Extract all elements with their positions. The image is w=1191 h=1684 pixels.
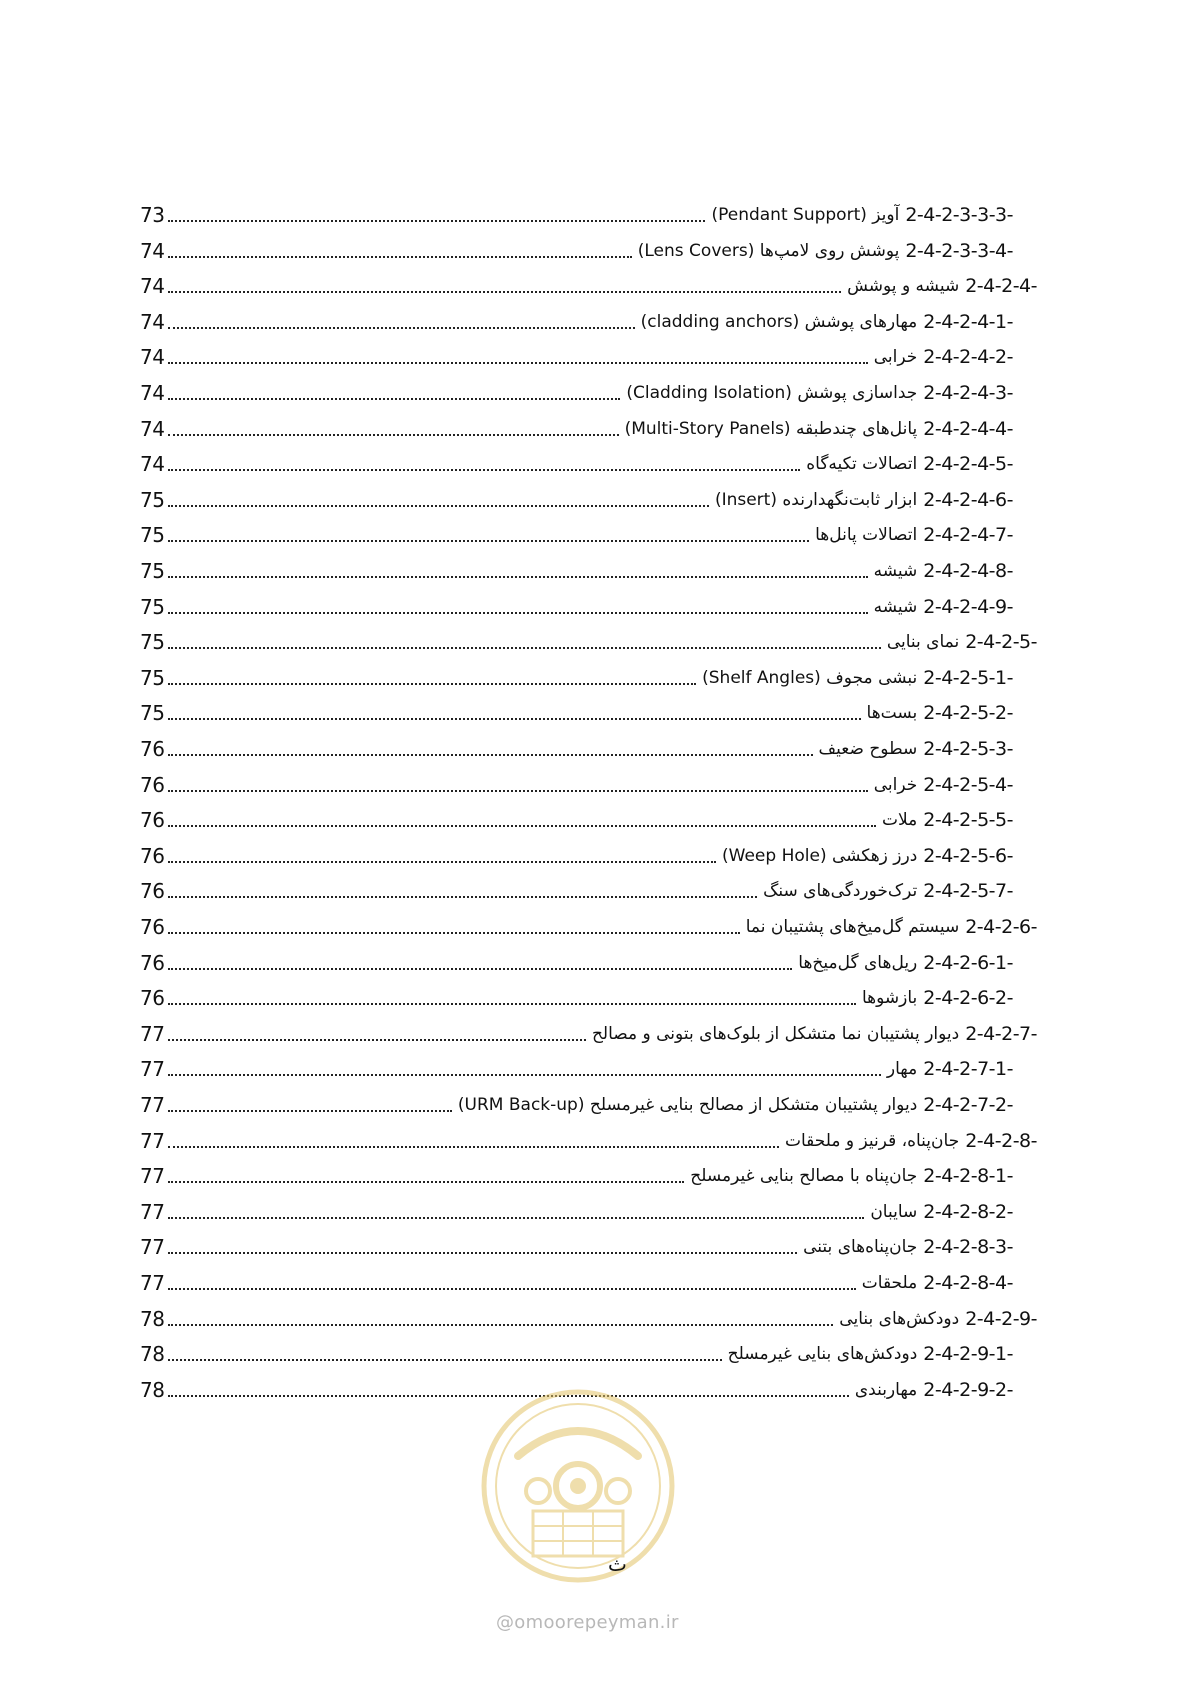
toc-row[interactable] (140, 376, 1013, 410)
toc-page-number: 77 (140, 1057, 165, 1082)
toc-section-number: 2-4-2-6- (965, 916, 1037, 938)
toc-page-number: 74 (140, 452, 165, 477)
toc-leader-dots (168, 825, 876, 827)
toc-title: پوشش روی لامپ‌ها (Lens Covers) (637, 240, 900, 261)
toc-title: جان‌پناه‌های بتنی (803, 1237, 918, 1258)
toc-entry (458, 1088, 1013, 1122)
toc-title: سیستم گل‌میخ‌های پشتیبان نما (745, 917, 960, 937)
toc-leader-dots (168, 256, 631, 258)
toc-entry (874, 590, 1013, 624)
toc-entry (867, 696, 1013, 730)
toc-title: مهارهای پوشش (cladding anchors) (640, 311, 918, 332)
toc-row[interactable] (140, 696, 1013, 730)
toc-section-number: 2-4-2-9- (965, 1307, 1037, 1330)
toc-section-number: 2-4-2-6-2- (923, 987, 1013, 1010)
toc-title: بست‌ها (866, 703, 918, 724)
toc-row[interactable] (140, 554, 1013, 588)
toc-title: جان‌پناه با مصالح بنایی غیرمسلح (690, 1166, 918, 1187)
toc-title: خرابی (873, 774, 918, 795)
toc-leader-dots (168, 291, 841, 293)
toc-leader-dots (168, 434, 618, 436)
toc-title: ابزار ثابت‌نگهدارنده (Insert) (714, 489, 918, 510)
toc-row[interactable] (140, 1159, 1013, 1193)
toc-entry (702, 661, 1013, 695)
toc-section-number: 2-4-2-8-4- (923, 1272, 1013, 1294)
toc-leader-dots (168, 790, 867, 792)
toc-section-number: 2-4-2-4-1- (923, 310, 1013, 333)
toc-row[interactable] (140, 803, 1013, 837)
toc-section-number: 2-4-2-3-3-3- (905, 204, 1013, 226)
toc-title: اتصالات پانل‌ها (815, 525, 918, 546)
toc-row[interactable] (140, 910, 1037, 944)
toc-row[interactable] (140, 661, 1013, 695)
toc-page-number: 75 (140, 487, 165, 512)
toc-page-number: 77 (140, 1271, 165, 1295)
toc-leader-dots (168, 612, 867, 614)
toc-section-number: 2-4-2-5-1- (923, 666, 1013, 689)
toc-leader-dots (168, 718, 860, 720)
toc-row[interactable] (140, 768, 1013, 802)
toc-page-number: 75 (140, 559, 165, 583)
toc-section-number: 2-4-2-5- (965, 631, 1037, 654)
toc-leader-dots (168, 469, 800, 471)
toc-entry (862, 1266, 1013, 1300)
toc-section-number: 2-4-2-8- (965, 1129, 1037, 1152)
toc-entry (715, 483, 1013, 517)
toc-entry (870, 1195, 1013, 1229)
toc-leader-dots (168, 932, 739, 934)
toc-page-number: 74 (140, 274, 165, 299)
toc-section-number: 2-4-2-5-6- (923, 844, 1013, 867)
toc-title: مهاربندی (854, 1379, 918, 1400)
toc-page-number: 76 (140, 950, 165, 975)
toc-title: دودکش‌های بنایی غیرمسلح (727, 1344, 918, 1365)
toc-title: شیشه (873, 596, 918, 617)
toc-entry (803, 1230, 1013, 1264)
toc-leader-dots (168, 896, 757, 898)
toc-row[interactable] (140, 447, 1013, 481)
toc-leader-dots (168, 754, 812, 756)
toc-leader-dots (168, 683, 696, 685)
toc-leader-dots (168, 1074, 880, 1076)
toc-leader-dots (168, 1039, 585, 1041)
toc-title: سطوح ضعیف (818, 739, 918, 759)
toc-page-number: 74 (140, 309, 165, 334)
toc-leader-dots (168, 861, 716, 863)
toc-entry (874, 340, 1013, 374)
toc-row[interactable] (140, 1195, 1013, 1229)
toc-title: شیشه (873, 561, 918, 581)
toc-leader-dots (168, 576, 867, 578)
toc-row[interactable] (140, 874, 1013, 908)
toc-leader-dots (168, 505, 708, 507)
toc-leader-dots (168, 398, 620, 400)
toc-entry (882, 803, 1013, 837)
toc-entry (722, 839, 1013, 873)
toc-entry (847, 269, 1037, 303)
toc-section-number: 2-4-2-4-5- (923, 453, 1013, 476)
toc-row[interactable] (140, 483, 1013, 517)
toc-entry (746, 910, 1037, 944)
toc-page-number: 78 (140, 1377, 165, 1402)
toc-section-number: 2-4-2-4-9- (923, 595, 1013, 618)
toc-section-number: 2-4-2-4-7- (923, 524, 1013, 547)
toc-page-number: 74 (140, 381, 165, 405)
toc-entry (592, 1017, 1037, 1051)
toc-entry (819, 732, 1013, 766)
toc-section-number: 2-4-2-9-1- (923, 1343, 1013, 1366)
toc-page-number: 77 (140, 1164, 165, 1189)
toc-section-number: 2-4-2-9-2- (923, 1378, 1013, 1401)
toc-entry (887, 625, 1037, 659)
toc-row[interactable] (140, 981, 1013, 1015)
toc-page-number: 74 (140, 238, 165, 263)
toc-entry (626, 376, 1013, 410)
toc-row[interactable] (140, 1088, 1013, 1122)
toc-leader-dots (168, 647, 880, 649)
toc-title: نمای بنایی (886, 632, 960, 653)
toc-row[interactable] (140, 1266, 1013, 1300)
toc-title: پانل‌های چندطبقه (Multi-Story Panels) (624, 418, 918, 439)
toc-title: جان‌پناه، قرنیز و ملحقات (784, 1130, 960, 1151)
toc-leader-dots (168, 968, 792, 970)
toc-leader-dots (168, 327, 634, 329)
toc-section-number: 2-4-2-5-7- (923, 880, 1013, 903)
page-letter: ث (608, 1552, 627, 1576)
toc-page-number: 76 (140, 986, 165, 1011)
toc-section-number: 2-4-2-5-5- (923, 809, 1013, 832)
toc-page-number: 77 (140, 1128, 165, 1153)
toc-leader-dots (168, 1359, 721, 1361)
toc-entry (815, 518, 1013, 552)
toc-leader-dots (168, 1324, 833, 1326)
toc-title: خرابی (873, 347, 918, 368)
toc-page-number: 75 (140, 594, 165, 619)
toc-title: ریل‌های گل‌میخ‌ها (798, 952, 918, 973)
toc-entry (862, 981, 1013, 1015)
toc-leader-dots (168, 1146, 778, 1148)
toc-title: ترک‌خوردگی‌های سنگ (763, 881, 918, 902)
toc-row[interactable] (140, 1230, 1013, 1264)
toc-row[interactable] (140, 269, 1037, 303)
toc-row[interactable] (140, 590, 1013, 624)
toc-row[interactable] (140, 198, 1013, 232)
toc-row[interactable] (140, 518, 1013, 552)
toc-entry (711, 198, 1013, 232)
toc-page-number: 75 (140, 701, 165, 726)
toc-entry (839, 1302, 1037, 1336)
toc-leader-dots (168, 1003, 856, 1005)
toc-page-number: 76 (140, 808, 165, 833)
toc-section-number: 2-4-2-5-4- (923, 773, 1013, 796)
toc-title: اتصالات تکیه‌گاه (806, 454, 918, 475)
toc-row[interactable] (140, 340, 1013, 374)
toc-page-number: 78 (140, 1306, 165, 1331)
toc-leader-dots (168, 540, 809, 542)
toc-title: نبشی مجوف (Shelf Angles) (702, 667, 918, 688)
toc-section-number: 2-4-2-5-2- (923, 702, 1013, 725)
toc-row[interactable] (140, 1124, 1037, 1158)
toc-leader-dots (168, 1252, 797, 1254)
toc-section-number: 2-4-2-5-3- (923, 738, 1013, 760)
toc-page-number: 74 (140, 416, 165, 441)
toc-page-number: 76 (140, 879, 165, 904)
toc-title: ملات (882, 810, 918, 831)
toc-title: درز زهکشی (Weep Hole) (722, 845, 918, 866)
toc-row[interactable] (140, 946, 1013, 980)
toc-page-number: 77 (140, 1199, 165, 1224)
toc-page-number: 73 (140, 203, 165, 227)
toc-leader-dots (168, 1181, 684, 1183)
toc-title: دودکش‌های بنایی (839, 1308, 960, 1329)
toc-entry (806, 447, 1013, 481)
toc-leader-dots (168, 1217, 864, 1219)
toc-section-number: 2-4-2-4- (965, 275, 1037, 298)
toc-row[interactable] (140, 1302, 1037, 1336)
toc-leader-dots (168, 1110, 451, 1112)
toc-row[interactable] (140, 234, 1013, 268)
toc-title: شیشه و پوشش (847, 276, 960, 297)
toc-section-number: 2-4-2-4-4- (923, 417, 1013, 440)
toc-leader-dots (168, 220, 705, 222)
toc-entry (763, 874, 1013, 908)
toc-section-number: 2-4-2-4-6- (923, 488, 1013, 511)
toc-row[interactable] (140, 1052, 1013, 1086)
toc-title: ملحقات (861, 1273, 918, 1293)
toc-section-number: 2-4-2-7-2- (923, 1094, 1013, 1116)
toc-section-number: 2-4-2-8-2- (923, 1200, 1013, 1223)
toc-page-number: 77 (140, 1235, 165, 1260)
toc-section-number: 2-4-2-3-3-4- (905, 239, 1013, 262)
toc-entry (690, 1159, 1013, 1193)
toc-page-number: 74 (140, 345, 165, 370)
toc-row[interactable] (140, 625, 1037, 659)
toc-title: دیوار پشتیبان نما متشکل از بلوک‌های بتونی و مصالح (591, 1023, 960, 1044)
toc-page-number: 76 (140, 843, 165, 868)
toc-section-number: 2-4-2-4-2- (923, 346, 1013, 369)
toc-row[interactable] (140, 412, 1013, 446)
toc-page-number: 76 (140, 915, 165, 939)
toc-title: جداسازی پوشش (Cladding Isolation) (626, 383, 918, 403)
toc-entry (785, 1124, 1037, 1158)
toc-entry (638, 234, 1013, 268)
toc-section-number: 2-4-2-7-1- (923, 1058, 1013, 1081)
toc-section-number: 2-4-2-4-3- (923, 382, 1013, 404)
watermark-seal-icon (478, 1386, 678, 1586)
toc-row[interactable] (140, 1337, 1013, 1371)
toc-title: دیوار پشتیبان متشکل از مصالح بنایی غیرمسلح (URM Back-up) (457, 1095, 918, 1115)
toc-entry (874, 554, 1013, 588)
toc-entry (728, 1337, 1013, 1371)
toc-title: سایبان (870, 1201, 918, 1222)
toc-page-number: 75 (140, 665, 165, 690)
toc-row[interactable] (140, 732, 1013, 766)
toc-entry (855, 1373, 1013, 1407)
toc-leader-dots (168, 362, 867, 364)
site-watermark: @omoorepeyman.ir (496, 1612, 679, 1633)
toc-entry (798, 946, 1013, 980)
toc-row[interactable] (140, 839, 1013, 873)
toc-entry (641, 305, 1013, 339)
toc-page-number: 77 (140, 1093, 165, 1117)
toc-page-number: 75 (140, 630, 165, 655)
toc-entry (887, 1052, 1013, 1086)
toc-row[interactable] (140, 1017, 1037, 1051)
toc-section-number: 2-4-2-4-8- (923, 560, 1013, 582)
toc-leader-dots (168, 1288, 855, 1290)
toc-title: آویز (Pendant Support) (711, 205, 900, 225)
toc-page-number: 77 (140, 1021, 165, 1046)
toc-title: بازشوها (861, 988, 918, 1009)
toc-page-number: 76 (140, 772, 165, 797)
toc-row[interactable] (140, 305, 1013, 339)
toc-section-number: 2-4-2-8-1- (923, 1165, 1013, 1188)
toc-page-number: 78 (140, 1342, 165, 1367)
toc-page-number: 75 (140, 523, 165, 548)
toc-section-number: 2-4-2-7- (965, 1022, 1037, 1045)
toc-title: مهار (886, 1059, 918, 1080)
toc-entry (625, 412, 1013, 446)
toc-entry (874, 768, 1013, 802)
toc-section-number: 2-4-2-8-3- (923, 1236, 1013, 1259)
toc-section-number: 2-4-2-6-1- (923, 951, 1013, 974)
toc-page-number: 76 (140, 737, 165, 761)
